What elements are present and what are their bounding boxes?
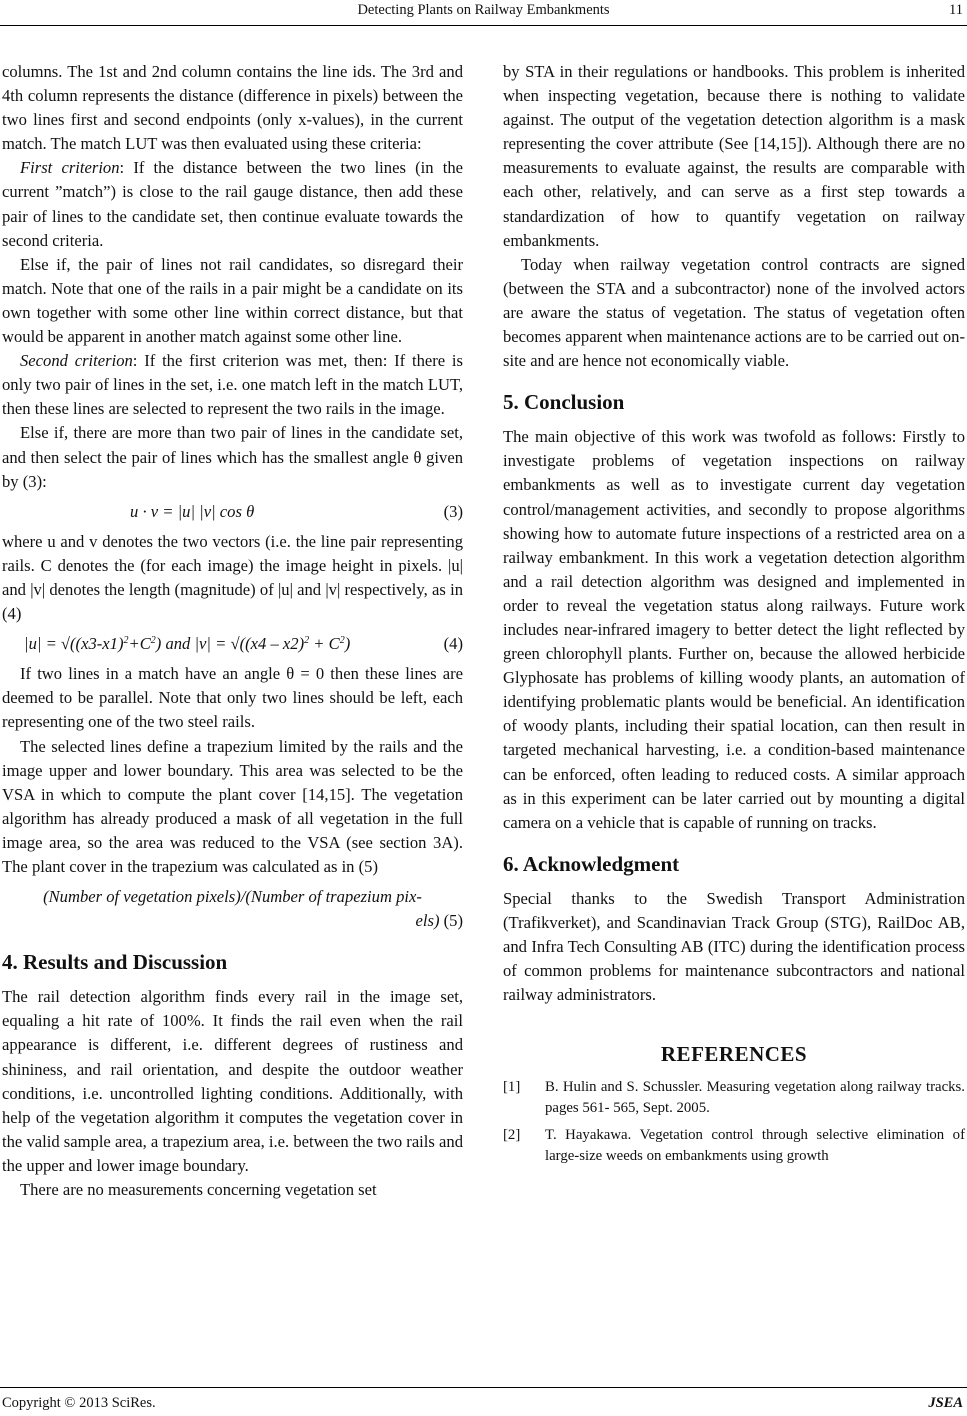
paragraph: where u and v denotes the two vectors (i.e. the line pair representing rails. C denotes the (for each image) the image height in pixels. |u| and |v| denotes the length (magnitude) of |u| and |v| respectively, as in (4)	[2, 531, 463, 624]
equation-3	[2, 500, 463, 524]
left-column	[2, 60, 463, 1202]
reference-number: [1]	[503, 1079, 521, 1096]
paragraph: Else if, the pair of lines not rail candidates, so disregard their match. Note that one of the rails in a pair might be a candidate on its own together with some other line within correct distance, but that would be apparent in another match against some other line.	[2, 254, 463, 347]
section-heading: 5. Conclusion	[503, 390, 625, 415]
equation-expression: $|u| = √((x3-x1)^2+C^2)$ and $|v| = √((x4 - x2)^2 + C^2)$	[24, 634, 351, 654]
reference-item	[503, 1125, 965, 1167]
references-heading: REFERENCES	[660, 1042, 808, 1067]
header-rule	[0, 25, 967, 26]
paragraph-text: : If the first criterion was met, then: If there is only two pair of lines in the set, i.e. one match left in the match LUT, then these lines are selected to represent the two rails in the image.	[2, 351, 463, 419]
paragraph: If two lines in a match have an angle θ = 0 then these lines are deemed to be parallel. Note that only two lines should be left, each representing one of the two steel rails.	[2, 664, 463, 732]
equation-number: (5)	[439, 911, 463, 931]
paragraph	[2, 156, 463, 252]
header-title: Detecting Plants on Railway Embankments	[357, 2, 610, 18]
paragraph-text: : If the distance between the two lines (in the current ”match”) is close to the rail gauge distance, then add these pair of lines to the candidate set, then continue evaluate towards the second criteria.	[2, 158, 463, 250]
equation-4	[2, 632, 463, 656]
paragraph: The rail detection algorithm finds every rail in the image set, equaling a hit rate of 100%. It finds the rail even when the rail appearance is different, i.e. different degrees of rustiness and shininess, and rail orientation, and despite the outdoor weather conditions, i.e. uncontrolled lighting conditions. Additionally, with help of the vegetation algorithm it computes the vegetation cover in the valid sample area, a trapezium area, i.e. between the two rails and the upper and lower image boundary.	[2, 987, 463, 1175]
equation-number: (4)	[443, 634, 463, 654]
right-column	[503, 60, 965, 1173]
running-header	[0, 0, 967, 26]
reference-text: B. Hulin and S. Schussler. Measuring vegetation along railway tracks. pages 561- 565, Sept. 2005.	[545, 1079, 965, 1117]
page-number: 11	[949, 2, 963, 18]
copyright: Copyright © 2013 SciRes.	[2, 1395, 156, 1411]
paragraph: Else if, there are more than two pair of lines in the candidate set, and then select the pair of lines which has the smallest angle θ given by (3):	[2, 423, 463, 491]
footer-rule	[0, 1387, 967, 1388]
reference-item	[503, 1077, 965, 1119]
equation-expression: u · v = |u| |v| cos θ	[130, 501, 255, 521]
paragraph: Special thanks to the Swedish Transport Administration (Trafikverket), and Scandinavian Track Group (STG), RailDoc AB, and Infra Tech Consulting AB (ITC) during the identification process of common problems for maintenance subcontractors and national railway administrators.	[503, 888, 965, 1005]
reference-number: [2]	[503, 1127, 521, 1144]
section-heading: 6. Acknowledgment	[503, 851, 680, 876]
paragraph	[2, 349, 463, 421]
equation-5	[2, 885, 463, 933]
equation-line	[2, 909, 463, 933]
reference-text: T. Hayakawa. Vegetation control through selective elimination of large-size weeds on embankments using growth	[545, 1127, 965, 1165]
section-heading: 4. Results and Discussion	[2, 950, 228, 975]
criterion-label: First criterion	[20, 158, 120, 178]
equation-line: (Number of vegetation pixels)/(Number of trapezium pix-	[43, 887, 422, 907]
equation-text: els)	[415, 911, 440, 931]
criterion-label: Second criterion	[20, 351, 133, 371]
paragraph: The main objective of this work was twofold as follows: Firstly to investigate problems of vegetation inspections on railway embankments as well as to investigate current day vegetation control/management activities, and secondly to propose algorithms showing how to automate future inspections of a restricted area on a railway embankment. In this work a vegetation detection algorithm and a rail detection algorithm was designed and implemented in order to reveal the vegetation status along railways. Future work includes near-infrared imagery to better detect the light reflected by green chlorophyll plants. Further on, because the allowed herbicide Glyphosate has problems of killing woody plants, an automation of identifying problematic plants would be beneficial. An identification of woody plants, including their spatial location, can then result in targeted mechanical harvesting, i.e. a condition-based maintenance can be enforced, often leading to reduced costs. A similar approach as in this experiment can be later carried out by mounting a digital camera on a vehicle that is capable of running on tracks.	[503, 427, 965, 832]
paragraph: There are no measurements concerning vegetation set	[20, 1180, 377, 1200]
paragraph: Today when railway vegetation control contracts are signed (between the STA and a subcontractor) none of the involved actors are aware the status of vegetation. The status of vegetation often becomes apparent when maintenance actions are to be carried out on-site and are hence not economically viable.	[503, 254, 965, 371]
paragraph: columns. The 1st and 2nd column contains the line ids. The 3rd and 4th column represents the distance (difference in pixels) between the two lines first and second endpoints (only x-values), in the current match. The match LUT was then evaluated using these criteria:	[2, 62, 463, 154]
paragraph: The selected lines define a trapezium limited by the rails and the image upper and lower boundary. This area was selected to be the VSA in which to compute the plant cover [14,15]. The vegetation algorithm has already produced a mask of all vegetation in the full image area, so the area was reduced to the VSA (see section 3A). The plant cover in the trapezium was calculated as in (5)	[2, 736, 463, 876]
journal-name: JSEA	[928, 1395, 963, 1411]
equation-number: (3)	[443, 501, 463, 521]
paragraph: by STA in their regulations or handbooks. This problem is inherited when inspecting vegetation, because there is nothing to validate against. The output of the vegetation detection algorithm is a mask representing the cover attribute (See [14,15]). Although there are no measurements to evaluate against, the results are comparable with each other, relatively, and can serve as a first step towards a standardization of how to quantify vegetation on railway embankments.	[503, 62, 965, 250]
